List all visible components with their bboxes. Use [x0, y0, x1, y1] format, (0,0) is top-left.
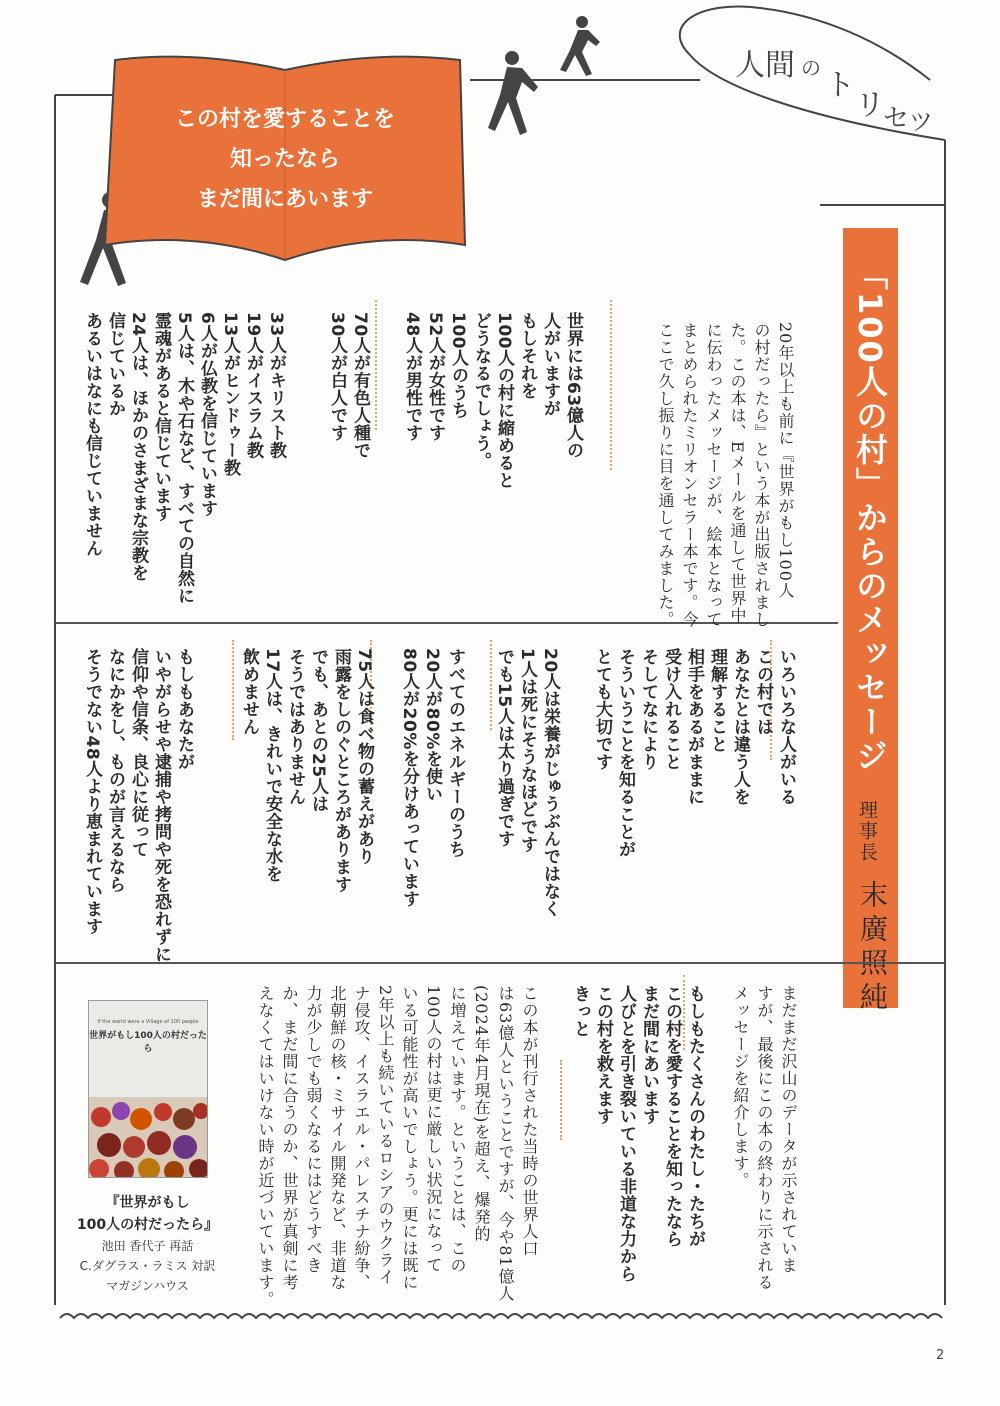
series-tag-part: リ [855, 88, 885, 123]
dotted-divider [232, 640, 234, 740]
book-cover-en: If the world were a Village of 100 people [97, 1019, 199, 1025]
verse-block: 33人がキリスト教 19人がイスラム教 13人がヒンドゥー教 6人が仏教を信じています 5人は、木や石など、すべての自然に 霊魂があると信じています 24人は、ほかのさまざまな宗教を 信じているか あるいはなにも信じていません [82, 312, 286, 605]
verse-block: すべてのエネルギーのうち 20人が80%を使い 80人が20%を分けあっています [399, 648, 465, 908]
series-tag-part: の [801, 56, 821, 80]
book-caption [60, 1192, 235, 1296]
banner-line: 知ったなら [229, 147, 340, 172]
page-title: 「100人の村」からのメッセージ [851, 258, 889, 773]
book-caption-title: 『世界がもし 100人の村だったら』 [76, 1195, 219, 1233]
series-tag-part: ツ [909, 108, 933, 136]
verse-block: 世界には63億人の 人がいますが もしそれを 100人の村に縮めると どうなるでしょう。 100人のうち 52人が女性です 48人が男性です [402, 312, 583, 489]
banner-line: この村を愛することを [174, 107, 395, 132]
book-caption-publisher: マガジンハウス [106, 1279, 189, 1293]
book-caption-translator: C.ダグラス・ラミス 対訳 [79, 1259, 216, 1273]
row-divider [55, 962, 945, 964]
crowd-illustration [89, 1097, 207, 1177]
series-tag-part: セ [883, 104, 910, 134]
book-cover-title: 世界がもし100人の村だったら [89, 1031, 207, 1054]
runner-icon [488, 51, 538, 135]
author-name: 末廣照純 [856, 880, 889, 1016]
book-caption-author: 池田 香代子 再話 [101, 1239, 194, 1253]
dotted-divider [560, 1060, 562, 1140]
closing-text: この本が刊行された当時の世界人口 は63億人ということですが、今や81億人 (2024年4月現在)を超え、爆発的 に増えています。ということは、この 100人の村は更に厳しい状況になって いる可能性が高いでしょう。更には既に 2年以上も続いているロシアのウクライ ナ侵攻、イスラエル・パレスチナ紛争、 北朝鮮の核・ミサイル開発など、非道な 力が少しでも弱くなるにはどうすべき か、まだ間に合うのか、世界が真剣に考 えなくてはいけない時が近づいています。 [256, 985, 539, 1308]
series-tag-part: ト [825, 68, 855, 103]
verse-block: いろいろな人がいる この村では あなたとは違う人を 理解すること 相手をあるがままに 受け入れること そしてなにより そういうことを知ることが とても大切です [592, 648, 796, 858]
series-tag [735, 28, 935, 138]
dotted-divider [610, 300, 612, 470]
author-role: 理事長 [856, 800, 878, 863]
dotted-divider [375, 300, 377, 430]
wavy-border [60, 1314, 942, 1318]
page-number: 2 [936, 1348, 945, 1363]
intro-text: 20年以上も前に『世界がもし100人 の村だったら』という本が出版されまし た。この本は、Eメールを通して世界中 に伝わったメッセージが、絵本となって まとめられたミリオンセラー本です。今 ここで久し振りに目を通してみました。 [656, 322, 795, 628]
verse-block: 20人は栄養がじゅうぶんではなく 1人は死にそうなほどです でも15人は太り過ぎです [494, 648, 560, 918]
verse-block: 75人は食べ物の蓄えがあり 雨露をしのぐところがあります でも、あとの25人は そうではありません 17人は、きれいで安全な水を 飲めません [239, 648, 374, 893]
book-cover [88, 1000, 208, 1178]
verse-block: もしもあなたが いやがらせや逮捕や拷問や死を恐れずに 信仰や信条、良心に従って なにかをし、ものが言えるなら そうでない48人より恵まれています [82, 648, 194, 963]
verse-block: 70人が有色人種で 30人が白人です [327, 312, 370, 460]
banner-book [95, 45, 475, 280]
verse-block: もしもたくさんのわたし・たちが この村を愛することを知ったなら まだ間にあいます 人びとを引き裂いている非道な力から この村を救えます きっと [570, 985, 705, 1283]
banner-line: まだ間にあいます [196, 187, 373, 212]
series-tag-part: 人間 [735, 48, 795, 83]
runner-icon [560, 16, 600, 76]
closing-intro: まだまだ沢山のデータが示されていま すが、最後にこの本の終わりに示される メッセージを紹介します。 [731, 985, 798, 1291]
